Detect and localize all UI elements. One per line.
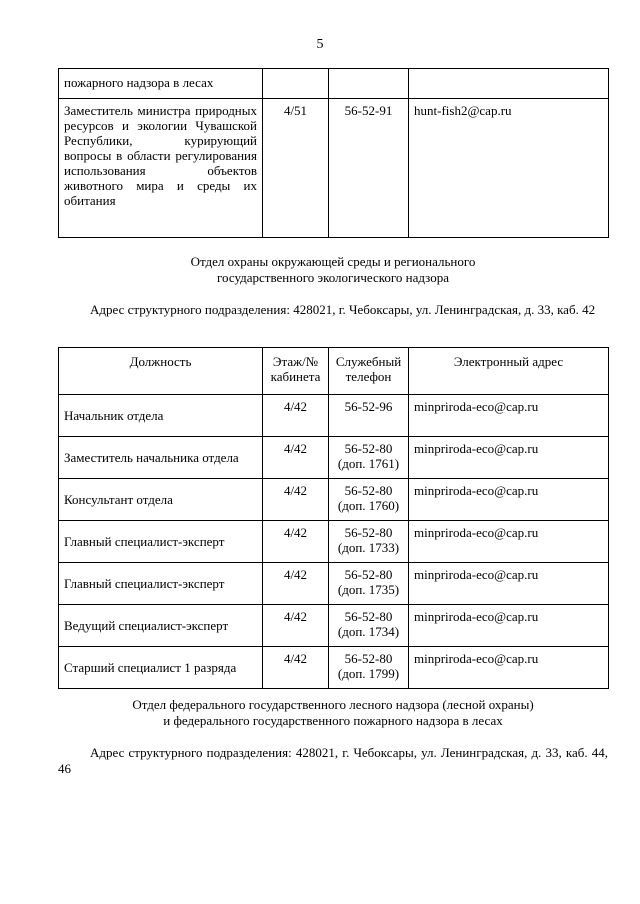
phone-extension: (доп. 1735) [337,582,400,597]
position-cell: Главный специалист-эксперт [59,521,263,563]
table-row [59,605,609,647]
phone-extension: (доп. 1734) [337,624,400,639]
heading-line: и федерального государственного пожарного надзора в лесах [163,713,503,728]
position-cell: Консультант отдела [59,479,263,521]
email-cell: hunt-fish2@cap.ru [409,99,609,238]
section-heading-eco [58,254,608,286]
table-row [59,479,609,521]
table-row [59,69,609,99]
email-cell: minpriroda-eco@cap.ru [409,647,609,689]
phone-number: 56-52-80 [344,567,393,582]
phone-number: 56-52-80 [344,651,393,666]
room-cell: 4/42 [263,647,329,689]
table-row [59,395,609,437]
phone-number: 56-52-80 [344,525,393,540]
email-cell: minpriroda-eco@cap.ru [409,479,609,521]
room-cell: 4/42 [263,521,329,563]
section-address-eco: Адрес структурного подразделения: 428021, г. Чебоксары, ул. Ленинградская, д. 33, каб. 42 [90,302,596,317]
table-row [59,521,609,563]
section-heading-forest [58,697,608,729]
phone-cell [329,563,409,605]
header-phone: Служебный телефон [329,348,409,395]
table-row [59,563,609,605]
phone-cell [329,69,409,99]
table-row [59,437,609,479]
phone-cell: 56-52-91 [329,99,409,238]
room-cell: 4/42 [263,437,329,479]
table-body [59,395,609,689]
table-row [59,99,609,238]
email-cell: minpriroda-eco@cap.ru [409,395,609,437]
phone-number: 56-52-80 [344,483,393,498]
heading-line: Отдел охраны окружающей среды и регионального [190,254,476,269]
email-cell: minpriroda-eco@cap.ru [409,563,609,605]
email-cell: minpriroda-eco@cap.ru [409,437,609,479]
room-cell [263,69,329,99]
room-cell: 4/51 [263,99,329,238]
header-email: Электронный адрес [409,348,609,395]
phone-extension: (доп. 1733) [337,540,400,555]
table-row [59,647,609,689]
room-cell: 4/42 [263,395,329,437]
position-cell: Ведущий специалист-эксперт [59,605,263,647]
position-cell: пожарного надзора в лесах [59,69,263,99]
phone-cell [329,647,409,689]
email-cell [409,69,609,99]
phone-cell [329,479,409,521]
position-cell: Заместитель министра природных ресурсов и экологии Чувашской Республики, курирующий вопросы в области регулирования использования объектов животного мира и среды их обитания [59,99,263,238]
position-cell: Старший специалист 1 разряда [59,647,263,689]
header-position: Должность [59,348,263,395]
email-cell: minpriroda-eco@cap.ru [409,605,609,647]
room-cell: 4/42 [263,605,329,647]
phone-cell [329,605,409,647]
phone-number: 56-52-96 [344,399,393,414]
room-cell: 4/42 [263,479,329,521]
position-cell: Главный специалист-эксперт [59,563,263,605]
page-number: 5 [316,37,324,52]
phone-extension: (доп. 1760) [337,498,400,513]
phone-extension: (доп. 1799) [337,666,400,681]
room-cell: 4/42 [263,563,329,605]
header-room: Этаж/№ кабинета [263,348,329,395]
position-cell: Начальник отдела [59,395,263,437]
position-cell: Заместитель начальника отдела [59,437,263,479]
phone-cell [329,395,409,437]
eco-department-contacts-table [58,347,609,689]
phone-number: 56-52-80 [344,441,393,456]
email-cell: minpriroda-eco@cap.ru [409,521,609,563]
heading-line: Отдел федерального государственного лесного надзора (лесной охраны) [132,697,534,712]
phone-number: 56-52-80 [344,609,393,624]
continued-contacts-table [58,68,609,238]
phone-cell [329,437,409,479]
table-header-row [59,348,609,395]
phone-cell [329,521,409,563]
phone-extension: (доп. 1761) [337,456,400,471]
heading-line: государственного экологического надзора [217,270,449,285]
section-address-forest: Адрес структурного подразделения: 428021, г. Чебоксары, ул. Ленинградская, д. 33, каб. 44, 46 [58,745,608,776]
